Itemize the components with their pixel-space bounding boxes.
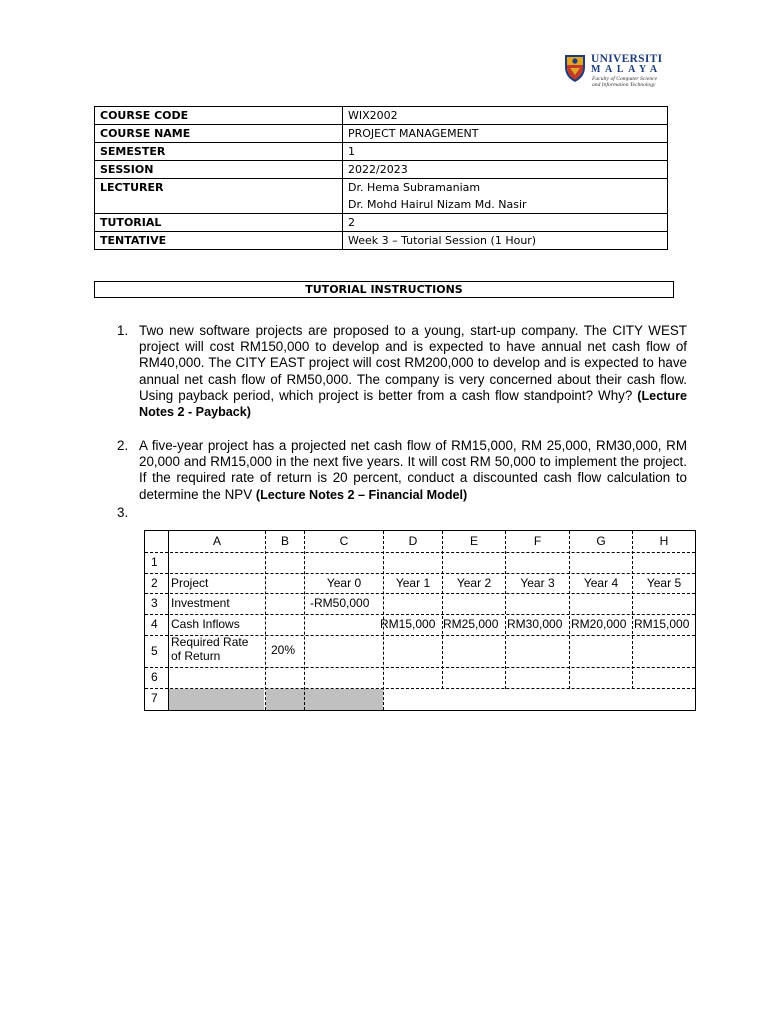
column-divider — [505, 531, 506, 689]
cell-e4: RM25,000 — [443, 617, 499, 631]
column-divider — [265, 531, 266, 710]
column-divider — [442, 531, 443, 689]
logo-malaya-text: MALAYA — [591, 64, 662, 75]
cell-a4: Cash Inflows — [171, 617, 240, 631]
session-label: SESSION — [95, 161, 343, 179]
row-number-4: 4 — [151, 617, 158, 631]
tutorial-value: 2 — [343, 214, 668, 232]
column-divider — [569, 531, 570, 689]
cell-g4: RM20,000 — [571, 617, 627, 631]
session-row — [95, 161, 668, 179]
lecturer-label: LECTURER — [95, 179, 343, 214]
course-code-row — [95, 107, 668, 125]
tutorial-label: TUTORIAL — [95, 214, 343, 232]
question-1-body — [139, 323, 687, 420]
cell-a5 — [171, 636, 248, 663]
column-header-d: D — [408, 534, 418, 548]
lecturer-row — [95, 179, 668, 214]
course-name-label: COURSE NAME — [95, 125, 343, 143]
semester-value: 1 — [343, 143, 668, 161]
cell-f4: RM30,000 — [507, 617, 563, 631]
row-number-1: 1 — [151, 555, 158, 569]
course-code-value: WIX2002 — [343, 107, 668, 125]
question-1-number: 1. — [117, 323, 129, 338]
shaded-cell-a7 — [169, 689, 264, 710]
lecturer-name-1: Dr. Hema Subramaniam — [348, 181, 481, 194]
question-3-number: 3. — [117, 505, 129, 520]
university-logo — [563, 52, 673, 92]
logo-university-text: UNIVERSITI — [591, 53, 663, 65]
question-2-text: A five-year project has a projected net cash flow of RM15,000, RM 25,000, RM30,000, RM 20,000 and RM15,000 in the next five years. It will cost RM 50,000 to implement the project. If the required rate of return is 20 percent, conduct a discounted cash flow calculation to determine the NPV — [139, 438, 687, 502]
column-header-f: F — [533, 534, 542, 548]
row-divider — [145, 552, 695, 553]
cell-h4: RM15,000 — [634, 617, 690, 631]
university-crest-icon — [563, 53, 587, 83]
column-header-c: C — [339, 534, 349, 548]
lecturer-value — [343, 179, 668, 214]
row-divider — [145, 573, 695, 574]
question-2-reference: (Lecture Notes 2 – Financial Model) — [255, 487, 468, 502]
semester-label: SEMESTER — [95, 143, 343, 161]
column-header-e: E — [469, 534, 478, 548]
cell-g2: Year 4 — [583, 576, 619, 590]
question-2-number: 2. — [117, 438, 129, 453]
course-code-label: COURSE CODE — [95, 107, 343, 125]
cell-f2: Year 3 — [520, 576, 555, 590]
lecturer-name-2: Dr. Mohd Hairul Nizam Md. Nasir — [348, 198, 527, 211]
logo-faculty-line2: and Information Technology — [592, 82, 656, 89]
question-2-body — [139, 438, 687, 503]
course-name-value: PROJECT MANAGEMENT — [343, 125, 668, 143]
shaded-cell-b7-c7 — [266, 689, 383, 710]
column-divider — [304, 531, 305, 710]
column-header-a: A — [212, 534, 221, 548]
course-info-table — [94, 106, 668, 250]
cell-a5-line1: Required Rate — [171, 635, 249, 649]
question-1-text: Two new software projects are proposed to a young, start-up company. The CITY WEST project will cost RM150,000 to develop and is expected to have annual net cash flow of RM40,000. The CITY EAST project will cost RM200,000 to develop and is expected to have annual net cash flow of RM50,000. The company is very concerned about their cash flow. Using payback period, which project is better from a cash flow standpoint? Why? — [139, 323, 687, 403]
cell-a3: Investment — [171, 596, 230, 610]
cell-a5-line2: of Return — [171, 648, 221, 663]
tentative-label: TENTATIVE — [95, 232, 343, 250]
row-divider — [145, 614, 695, 615]
row-number-5: 5 — [151, 644, 158, 658]
cell-d2: Year 1 — [395, 576, 431, 590]
tutorial-row — [95, 214, 668, 232]
tentative-value: Week 3 – Tutorial Session (1 Hour) — [343, 232, 668, 250]
cell-c3: -RM50,000 — [310, 596, 370, 610]
row-divider — [145, 688, 695, 689]
cell-c2: Year 0 — [326, 576, 362, 590]
question-1-reference: (Lecture Notes 2 - Payback) — [139, 388, 687, 420]
row-divider — [145, 593, 695, 594]
row-divider — [145, 667, 695, 668]
cell-e2: Year 2 — [456, 576, 492, 590]
logo-faculty-text — [592, 76, 657, 89]
cell-b5: 20% — [271, 643, 296, 657]
row-number-3: 3 — [151, 596, 158, 610]
semester-row — [95, 143, 668, 161]
cell-h2: Year 5 — [646, 576, 682, 590]
course-name-row — [95, 125, 668, 143]
logo-faculty-line1: Faculty of Computer Science — [592, 76, 658, 82]
session-value: 2022/2023 — [343, 161, 668, 179]
column-header-b: B — [280, 534, 289, 548]
row-number-7: 7 — [151, 691, 158, 705]
column-divider — [632, 531, 633, 689]
npv-spreadsheet — [144, 530, 696, 711]
cell-d4: RM15,000 — [380, 617, 436, 631]
tentative-row — [95, 232, 668, 250]
column-divider — [168, 531, 169, 710]
row-number-2: 2 — [151, 576, 158, 590]
cell-a2: Project — [171, 576, 209, 590]
row-number-6: 6 — [151, 670, 158, 684]
tutorial-instructions-heading: TUTORIAL INSTRUCTIONS — [94, 281, 674, 298]
column-header-g: G — [596, 534, 606, 548]
question-1 — [117, 323, 687, 420]
question-2 — [117, 438, 687, 503]
column-header-h: H — [659, 534, 669, 548]
